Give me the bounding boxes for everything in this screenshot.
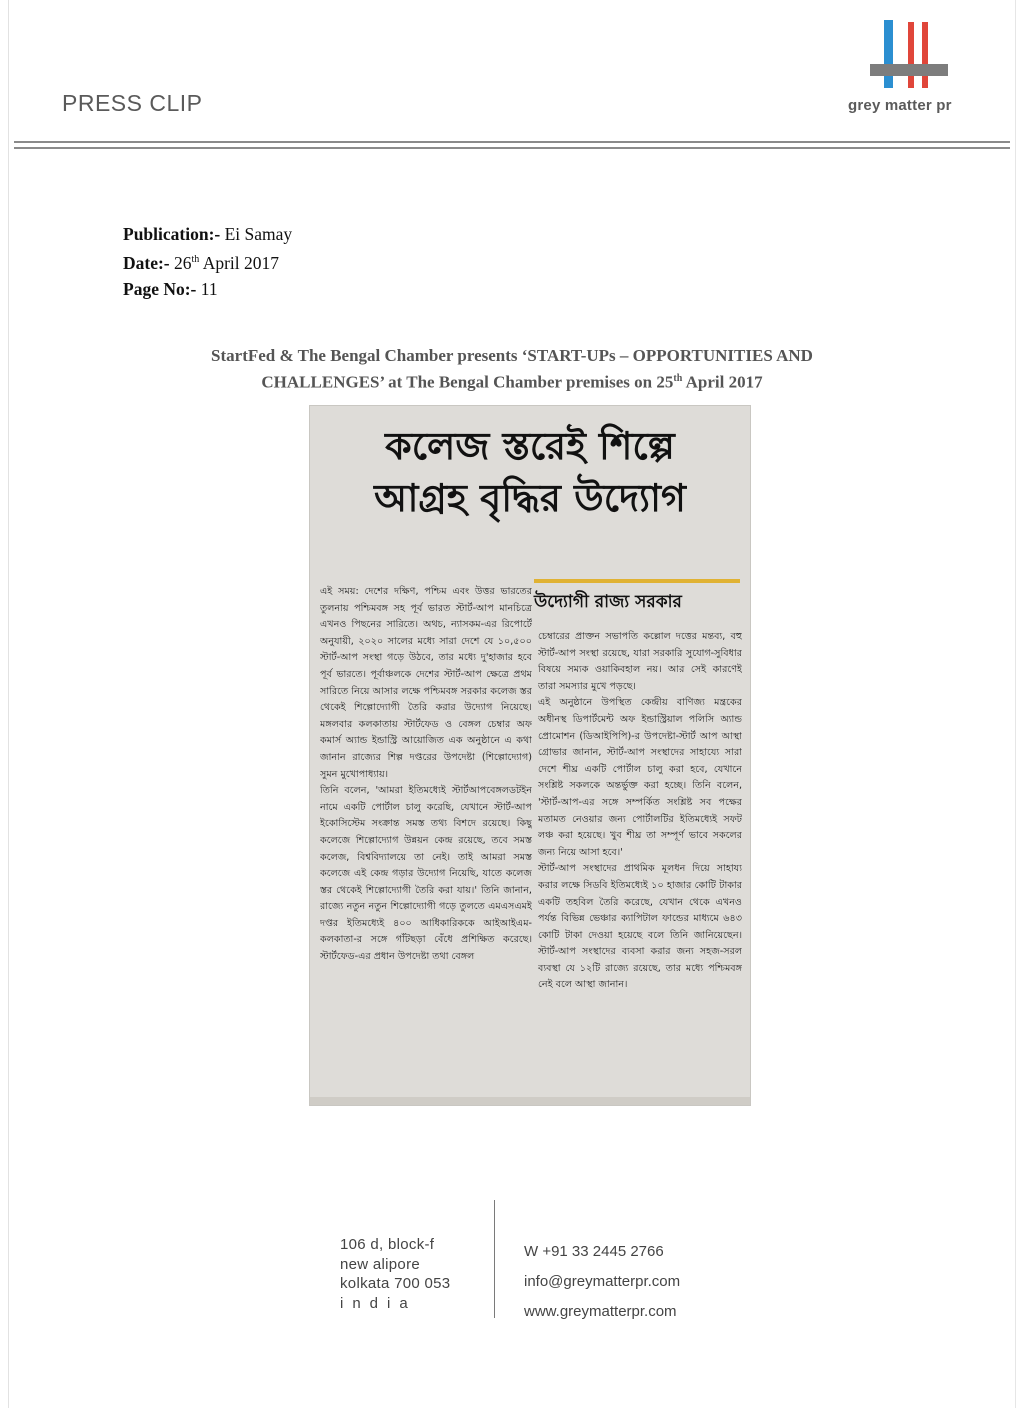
- column-1-paragraph-2: তিনি বলেন, 'আমরা ইতিমধ্যেই স্টার্টআপবেঙ্গলডটইন নামে একটি পোর্টাল চালু করেছি, যেখানে স্টার্ট-আপ ইকোসিস্টেম সংক্রান্ত সমস্ত তথ্য বিশদে রয়েছে। কিছু কলেজে শিল্পোদ্যোগ উন্নয়ন কেন্দ্র রয়েছে, তবে সমস্ত কলেজ, বিশ্ববিদ্যালয়ে তা নেই। তাই আমরা সমস্ত কলেজে এই কেন্দ্র গড়ার উদ্যোগ নিয়েছি, যাতে কলেজ স্তর থেকেই শিল্পোদ্যোগী তৈরি করা যায়।' তিনি জানান, রাজ্যে নতুন নতুন শিল্পোদ্যোগী গড়ে তুলতে এমএসএমই দপ্তর ইতিমধ্যেই ৪০০ আধিকারিককে আইআইএম-কলকাতা-র সঙ্গে গাঁটছড়া বেঁধে প্রশিক্ষিত করেছে। স্টার্টফেড-এর প্রধান উপদেষ্টা তথা বেঙ্গল: [320, 785, 532, 963]
- article-column-2: [538, 629, 742, 1095]
- header-rule-top: [14, 141, 1010, 143]
- clipping-subhead: উদ্যোগী রাজ্য সরকার: [534, 592, 682, 612]
- headline-line-1: কলেজ স্তরেই শিল্পে: [385, 424, 675, 468]
- page-label: Page No:-: [123, 278, 197, 299]
- publication-meta: [123, 221, 292, 302]
- address-line-1: 106 d, block-f: [340, 1236, 435, 1253]
- column-1-paragraph-1: এই সময়: দেশের দক্ষিণ, পশ্চিম এবং উত্তর ভারতের তুলনায় পশ্চিমবঙ্গ সহ পূর্ব ভারত স্টার্ট-আপ মানচিত্রে এখনও পিছনের সারিতে। অথচ, ন্যাসকম-এর রিপোর্টে অনুযায়ী, ২০২০ সালের মধ্যে সারা দেশে যে ১০,৫০০ স্টার্ট-আপ সংস্থা গড়ে উঠবে, তার মধ্যে দু'হাজার হবে পূর্ব ভারতে। পূর্বাঞ্চলকে দেশের স্টার্ট-আপ ক্ষেত্রে প্রথম সারিতে নিয়ে আসার লক্ষে পশ্চিমবঙ্গ সরকার কলেজ স্তর থেকেই শিল্পোদ্যোগী তৈরি করার উদ্যোগ নিয়েছে। মঙ্গলবার কলকাতায় স্টার্টফেড ও বেঙ্গল চেম্বার অফ কমার্স অ্যান্ড ইন্ডাস্ট্রি আয়োজিত এক অনুষ্ঠানে এ কথা জানান রাজ্যের শিল্প দপ্তরের উপদেষ্টা (শিল্পোদ্যোগ) সুমন মুখোপাধ্যায়।: [320, 586, 532, 780]
- footer-address: [340, 1235, 480, 1313]
- subhead-accent-bar: [534, 579, 740, 583]
- date-day: 26: [174, 252, 192, 273]
- date-label: Date:-: [123, 252, 170, 273]
- article-column-1: [320, 584, 532, 1096]
- brand-name: grey matter pr: [848, 97, 952, 114]
- contact-email[interactable]: info@greymatterpr.com: [524, 1273, 681, 1290]
- footer-divider: [494, 1200, 495, 1318]
- headline-line-2: আগ্রহ বৃদ্ধির উদ্যোগ: [374, 476, 686, 520]
- address-line-3: kolkata 700 053: [340, 1275, 451, 1292]
- grey-matter-logo-icon: [864, 8, 954, 98]
- caption-line-2: [120, 367, 904, 394]
- address-line-2: new alipore: [340, 1255, 421, 1273]
- newspaper-clipping: [309, 405, 751, 1106]
- page-row: [123, 276, 292, 302]
- header-rule-bottom: [14, 147, 1010, 149]
- press-clip-label: PRESS CLIP: [62, 90, 203, 116]
- caption-line-2-b: April 2017: [685, 372, 763, 392]
- column-2-paragraph-3: স্টার্ট-আপ সংস্থাদের প্রাথমিক মূলধন দিয়ে সাহায্য করার লক্ষে সিডবি ইতিমধ্যেই ১০ হাজার কোটি টাকার একটি তহবিল তৈরি করেছে, যেখান থেকে এখনও পর্যন্ত বিভিন্ন ভেঞ্চার ক্যাপিটাল ফান্ডের মাধ্যমে ৬৪৩ কোটি টাকা দেওয়া হয়েছে বলে তিনি জানিয়েছেন। স্টার্ট-আপ সংস্থাদের ব্যবসা করার জন্য সহজ-সরল ব্যবস্থা যে ১২টি রাজ্যে রয়েছে, তার মধ্যে পশ্চিমবঙ্গ নেই বলে আস্থা জানান।: [538, 863, 742, 991]
- date-row: [123, 247, 292, 276]
- clipping-torn-edge: [310, 1097, 750, 1105]
- column-2-paragraph-1: চেম্বারের প্রাক্তন সভাপতি কল্লোল দত্তের মন্তব্য, বহু স্টার্ট-আপ সংস্থা রয়েছে, যারা সরকারি সুযোগ-সুবিধার বিষয়ে সম্যক ওয়াকিবহাল নয়। আর সেই কারণেই তারা সমস্যার মুখে পড়ছে।: [538, 631, 742, 692]
- caption-line-2-a: CHALLENGES’ at The Bengal Chamber premises on 25: [261, 372, 674, 392]
- footer-contact: [524, 1237, 680, 1327]
- column-2-paragraph-2: এই অনুষ্ঠানে উপস্থিত কেন্দ্রীয় বাণিজ্য মন্ত্রকের অধীনস্থ ডিপার্টমেন্ট অফ ইন্ডাস্ট্রিয়াল পলিসি অ্যান্ড প্রোমোশন (ডিআইপিপি)-র উপদেষ্টা-স্টার্ট আপ আস্থা গ্রোভার জানান, স্টার্ট-আপ সংস্থাদের সাহায্যে সারা দেশে শীঘ্র একটি পোর্টাল চালু করা হবে, যেখানে সংশ্লিষ্ট সকলকে অন্তর্ভুক্ত করা হচ্ছে। তিনি বলেন, 'স্টার্ট-আপ-এর সঙ্গে সম্পর্কিত সংশ্লিষ্ট সব পক্ষের মতামত নেওয়ার জন্য পোর্টালটির ইতিমধ্যেই সফট লঞ্চ করা হয়েছে। খুব শীঘ্র তা সম্পূর্ণ ভাবে সকলের জন্য নিয়ে আসা হবে।': [538, 697, 742, 858]
- address-line-4: india: [340, 1294, 417, 1312]
- date-suffix: th: [191, 254, 200, 265]
- publication-row: [123, 221, 292, 247]
- publication-value: Ei Samay: [224, 224, 293, 244]
- publication-label: Publication:-: [123, 224, 221, 244]
- caption-line-1: StartFed & The Bengal Chamber presents ‘START-UPs – OPPORTUNITIES AND: [211, 346, 813, 365]
- caption-line-2-sup: th: [673, 373, 683, 384]
- clipping-headline: [310, 420, 750, 524]
- event-caption: [120, 344, 904, 394]
- date-rest: April 2017: [202, 252, 280, 273]
- contact-phone: W +91 33 2445 2766: [524, 1243, 664, 1260]
- contact-website[interactable]: www.greymatterpr.com: [524, 1303, 677, 1320]
- page-value: 11: [200, 278, 218, 299]
